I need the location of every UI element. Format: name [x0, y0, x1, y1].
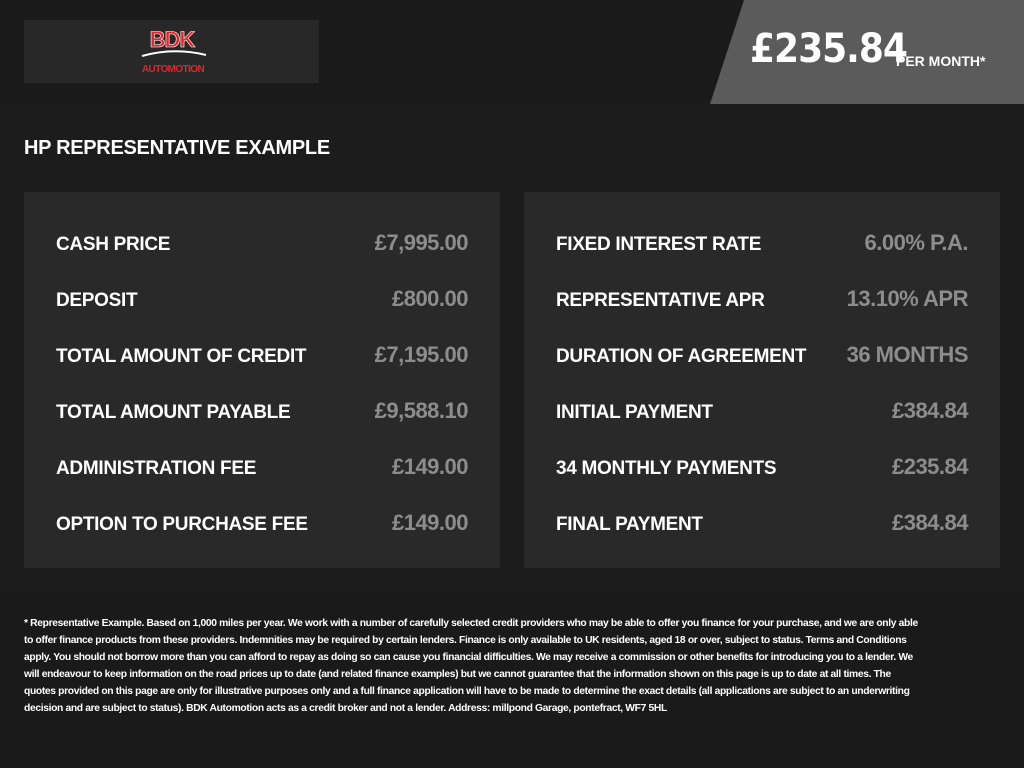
- finance-row: [556, 454, 968, 484]
- finance-row-value: £384.84: [891, 398, 968, 423]
- finance-row-value: £7,195.00: [374, 342, 468, 367]
- logo-subtitle: AUTOMOTION: [141, 64, 205, 75]
- finance-row-value: 13.10% APR: [846, 286, 968, 311]
- finance-row-value: 6.00% P.A.: [864, 230, 968, 255]
- finance-row-label: 34 MONTHLY PAYMENTS: [556, 458, 777, 479]
- header-bar: [0, 0, 1024, 104]
- finance-row-label: INITIAL PAYMENT: [556, 402, 713, 423]
- finance-row-value: £7,995.00: [374, 230, 468, 255]
- section-title: HP REPRESENTATIVE EXAMPLE: [24, 137, 330, 159]
- finance-row-label: REPRESENTATIVE APR: [556, 290, 765, 311]
- logo[interactable]: [24, 20, 319, 83]
- finance-details-left-panel: [24, 192, 500, 568]
- finance-row-label: TOTAL AMOUNT PAYABLE: [56, 402, 291, 423]
- finance-row-label: TOTAL AMOUNT OF CREDIT: [56, 346, 307, 367]
- monthly-price-amount: £235.84: [750, 26, 907, 72]
- finance-row-value: £9,588.10: [374, 398, 468, 423]
- monthly-price-suffix: PER MONTH*: [896, 53, 986, 69]
- finance-row: [556, 510, 968, 540]
- finance-row: [556, 342, 968, 372]
- finance-row: [56, 398, 468, 428]
- finance-row-value: £384.84: [891, 510, 968, 535]
- finance-row-label: CASH PRICE: [56, 234, 171, 255]
- logo-image: [24, 20, 319, 83]
- finance-row-value: £800.00: [391, 286, 468, 311]
- finance-row-label: DEPOSIT: [56, 290, 138, 311]
- finance-row-value: £149.00: [391, 510, 468, 535]
- finance-row-value: £149.00: [391, 454, 468, 479]
- finance-row: [556, 398, 968, 428]
- finance-disclaimer: * Representative Example. Based on 1,000 miles per year. We work with a number of carefully selected credit providers who may be able to offer you finance for your purchase, and we are only able to offer finance products from these providers. Indemnities may be required by certain lenders. Finance is only available to UK residents, aged 18 or over, subject to status. Terms and Conditions apply. You should not borrow more than you can afford to repay as doing so can cause you financial difficulties. We may receive a commission or other benefits for introducing you to a lender. We will endeavour to keep information on the road prices up to date (and related finance examples) but we cannot guarantee that the information shown on this page is up to date at all times. The quotes provided on this page are only for illustrative purposes only and a full finance application will have to be made to determine the exact details (all applications are subject to an underwriting decision and are subject to status). BDK Automotion acts as a credit broker and not a lender. Address: millpond Garage, pontefract, WF7 5HL: [24, 618, 918, 714]
- finance-details-right-panel: [524, 192, 1000, 568]
- finance-row: [556, 286, 968, 316]
- finance-row: [56, 510, 468, 540]
- finance-row: [56, 230, 468, 260]
- finance-row: [56, 342, 468, 372]
- finance-row: [56, 454, 468, 484]
- finance-row-label: FINAL PAYMENT: [556, 514, 703, 535]
- finance-row-value: 36 MONTHS: [846, 342, 968, 367]
- finance-row-label: OPTION TO PURCHASE FEE: [56, 514, 308, 535]
- finance-row-label: FIXED INTEREST RATE: [556, 234, 762, 255]
- finance-row: [56, 286, 468, 316]
- finance-row: [556, 230, 968, 260]
- finance-row-label: DURATION OF AGREEMENT: [556, 346, 807, 367]
- finance-row-label: ADMINISTRATION FEE: [56, 458, 257, 479]
- logo-brand: BDK: [149, 27, 195, 52]
- finance-row-value: £235.84: [891, 454, 968, 479]
